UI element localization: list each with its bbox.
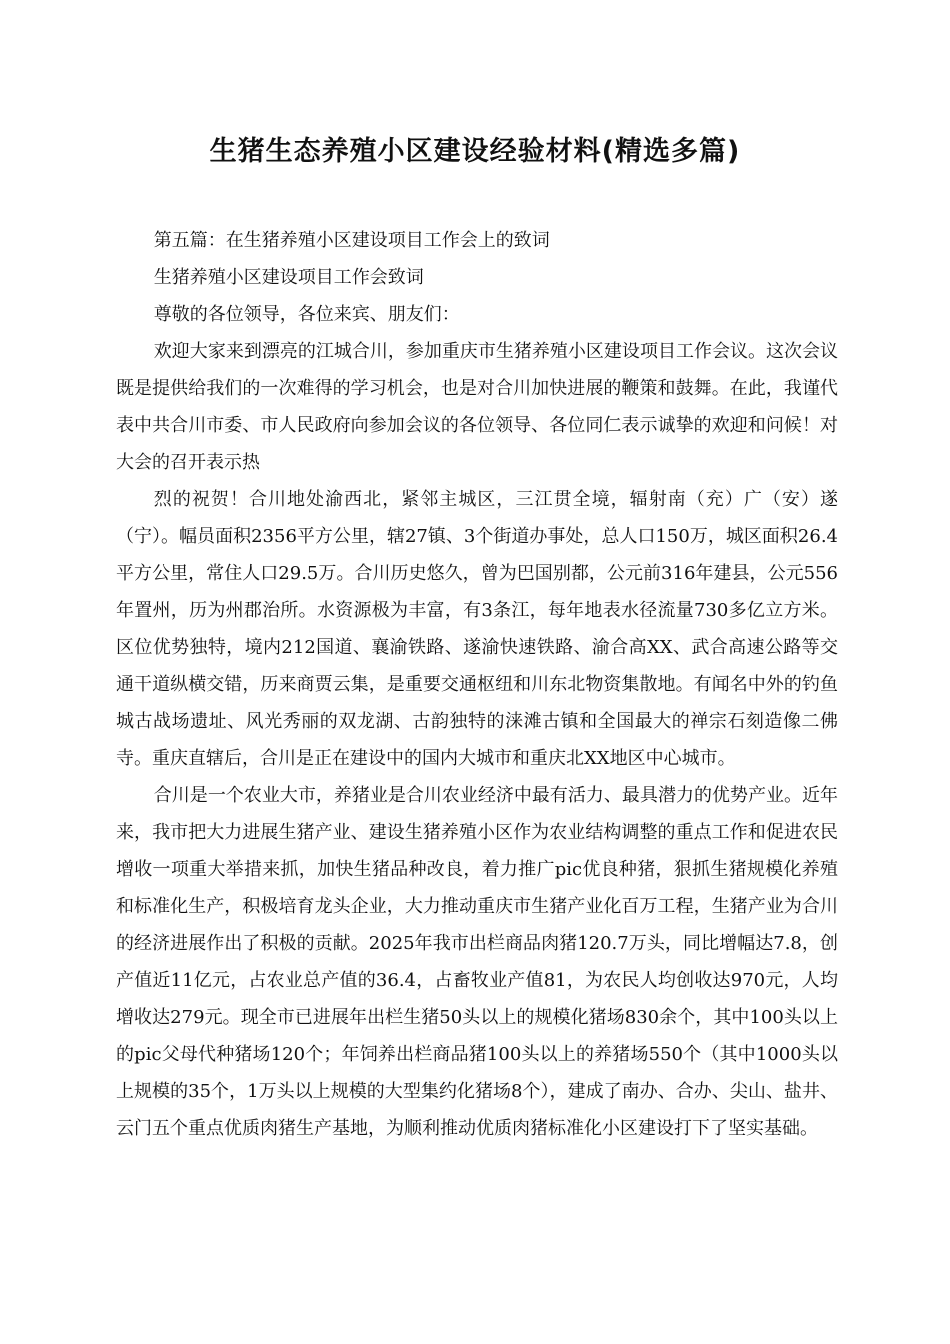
salutation: 尊敬的各位领导，各位来宾、朋友们： [153,304,460,325]
document-body [116,222,838,1147]
paragraph-pig-industry: 合川是一个农业大市，养猪业是合川农业经济中最有活力、最具潜力的优势产业。近年来，我市把大力进展生猪产业、建设生猪养殖小区作为农业结构调整的重点工作和促进农民增收一项重大举措来抓，加快生猪品种改良，着力推广pic优良种猪，狠抓生猪规模化养殖和标准化生产，积极培育龙头企业，大力推动重庆市生猪产业化百万工程，生猪产业为合川的经济进展作出了积极的贡献。2025年我市出栏商品肉猪120.7万头，同比增幅达7.8，创产值近11亿元，占农业总产值的36.4，占畜牧业产值81，为农民人均创收达970元，人均增收达279元。现全市已进展年出栏生猪50头以上的规模化猪场830余个，其中100头以上的pic父母代种猪场120个；年饲养出栏商品猪100头以上的养猪场550个（其中1000头以上规模的35个，1万头以上规模的大型集约化猪场8个），建成了南办、合办、尖山、盐井、云门五个重点优质肉猪生产基地，为顺利推动优质肉猪标准化小区建设打下了坚实基础。 [116,785,838,1139]
paragraph-city-intro: 烈的祝贺！合川地处渝西北，紧邻主城区，三江贯全境，辐射南（充）广（安）遂（宁）。幅员面积2356平方公里，辖27镇、3个街道办事处，总人口150万，城区面积26.4平方公里，常住人口29.5万。合川历史悠久，曾为巴国别都，公元前316年建县，公元556年置州，历为州郡治所。水资源极为丰富，有3条江，每年地表水径流量730多亿立方米。区位优势独特，境内212国道、襄渝铁路、遂渝快速铁路、渝合高XX、武合高速公路等交通干道纵横交错，历来商贾云集，是重要交通枢纽和川东北物资集散地。有闻名中外的钓鱼城古战场遗址、风光秀丽的双龙湖、古韵独特的涞滩古镇和全国最大的禅宗石刻造像二佛寺。重庆直辖后，合川是正在建设中的国内大城市和重庆北XX地区中心城市。 [116,489,838,769]
document-title: 生猪生态养殖小区建设经验材料(精选多篇) [209,136,741,167]
speech-title: 生猪养殖小区建设项目工作会致词 [153,267,424,288]
section-heading: 第五篇：在生猪养殖小区建设项目工作会上的致词 [153,230,550,251]
paragraph-welcome: 欢迎大家来到漂亮的江城合川，参加重庆市生猪养殖小区建设项目工作会议。这次会议既是提供给我们的一次难得的学习机会，也是对合川加快进展的鞭策和鼓舞。在此，我谨代表中共合川市委、市人民政府向参加会议的各位领导、各位同仁表示诚挚的欢迎和问候！对大会的召开表示热 [116,341,838,473]
